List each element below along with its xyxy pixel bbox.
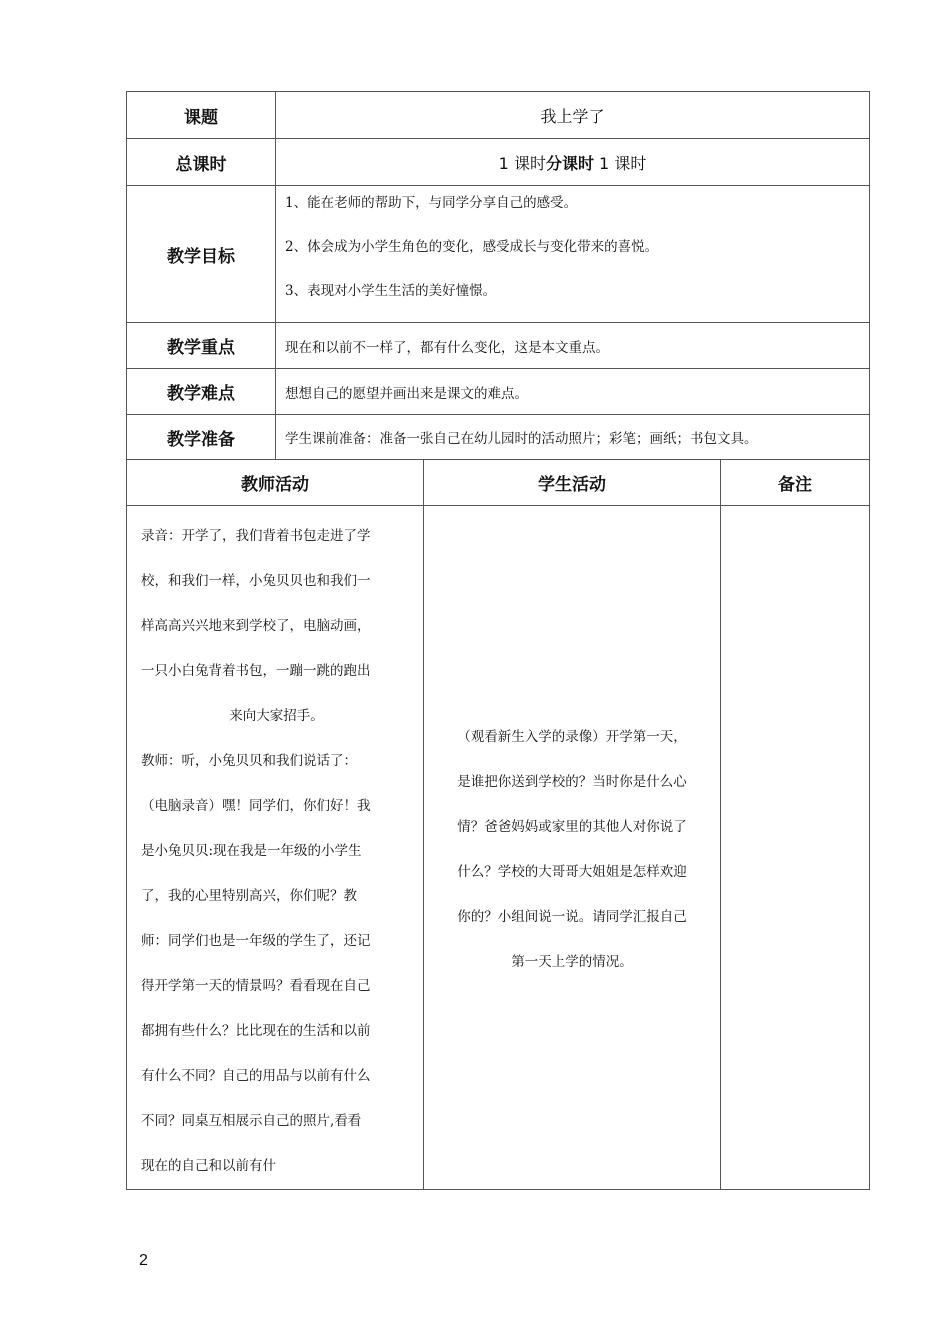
student-activity-header: 学生活动	[424, 460, 721, 506]
key-point-value: 现在和以前不一样了，都有什么变化，这是本文重点。	[276, 323, 870, 369]
topic-value: 我上学了	[276, 92, 870, 139]
goal-item: 3、表现对小学生生活的美好憧憬。	[285, 283, 497, 299]
teacher-line: 样高高兴兴地来到学校了，电脑动画，	[141, 618, 371, 634]
notes-header: 备注	[721, 460, 870, 506]
teacher-line: 不同？同桌互相展示自己的照片,看看	[141, 1113, 362, 1129]
total-hours-part2: 分课时	[545, 153, 594, 173]
teacher-line: 师：同学们也是一年级的学生了，还记	[141, 933, 371, 949]
total-hours-part3: 1 课时	[593, 153, 647, 173]
notes-cell	[721, 506, 870, 1190]
total-hours-part1: 1 课时	[498, 153, 546, 173]
page-number: 2	[139, 1252, 148, 1269]
student-line: 第一天上学的情况。	[511, 954, 633, 970]
teacher-line: 有什么不同？自己的用品与以前有什么	[141, 1068, 371, 1084]
teacher-line: 来向大家招手。	[229, 708, 324, 724]
student-line: 是谁把你送到学校的？当时你是什么心	[457, 774, 687, 790]
difficulty-row	[127, 369, 870, 415]
total-hours-value	[276, 139, 870, 186]
teacher-line: 教师：听，小兔贝贝和我们说话了：	[141, 753, 357, 769]
teacher-line: 一只小白兔背着书包，一蹦一跳的跑出	[141, 663, 371, 679]
preparation-row	[127, 415, 870, 460]
topic-row	[127, 92, 870, 139]
goals-list	[276, 186, 870, 323]
goals-row	[127, 186, 870, 323]
teacher-line: 现在的自己和以前有什	[141, 1158, 276, 1174]
total-hours-label: 总课时	[127, 139, 276, 186]
activities-header-row	[127, 460, 870, 506]
activities-row	[127, 506, 870, 1190]
difficulty-label: 教学难点	[127, 369, 276, 415]
goal-item: 1、能在老师的帮助下，与同学分享自己的感受。	[285, 195, 578, 211]
goal-item: 2、体会成为小学生角色的变化，感受成长与变化带来的喜悦。	[285, 239, 659, 255]
student-line: 你的？小组间说一说。请同学汇报自己	[457, 909, 687, 925]
teacher-line: 校，和我们一样，小兔贝贝也和我们一	[141, 573, 371, 589]
teacher-activity-cell	[127, 506, 424, 1190]
preparation-label: 教学准备	[127, 415, 276, 460]
teacher-line: 都拥有些什么？比比现在的生活和以前	[141, 1023, 371, 1039]
key-point-label: 教学重点	[127, 323, 276, 369]
preparation-value: 学生课前准备：准备一张自己在幼儿园时的活动照片；彩笔；画纸；书包文具。	[276, 415, 870, 460]
teacher-line: 录音：开学了，我们背着书包走进了学	[141, 528, 371, 544]
goals-label: 教学目标	[127, 186, 276, 323]
key-point-row	[127, 323, 870, 369]
lesson-plan-table	[126, 91, 870, 1190]
teacher-line: 得开学第一天的情景吗？看看现在自己	[141, 978, 371, 994]
student-line: 情？爸爸妈妈或家里的其他人对你说了	[457, 819, 687, 835]
teacher-line: 是小兔贝贝:现在我是一年级的小学生	[141, 843, 362, 859]
topic-label: 课题	[127, 92, 276, 139]
total-hours-row	[127, 139, 870, 186]
teacher-line: 了，我的心里特别高兴，你们呢？教	[141, 888, 357, 904]
teacher-line: （电脑录音）嘿！同学们，你们好！我	[141, 798, 371, 814]
student-line: （观看新生入学的录像）开学第一天，	[457, 729, 687, 745]
student-line: 什么？学校的大哥哥大姐姐是怎样欢迎	[457, 864, 687, 880]
student-activity-cell	[424, 506, 721, 1190]
teacher-activity-header: 教师活动	[127, 460, 424, 506]
difficulty-value: 想想自己的愿望并画出来是课文的难点。	[276, 369, 870, 415]
